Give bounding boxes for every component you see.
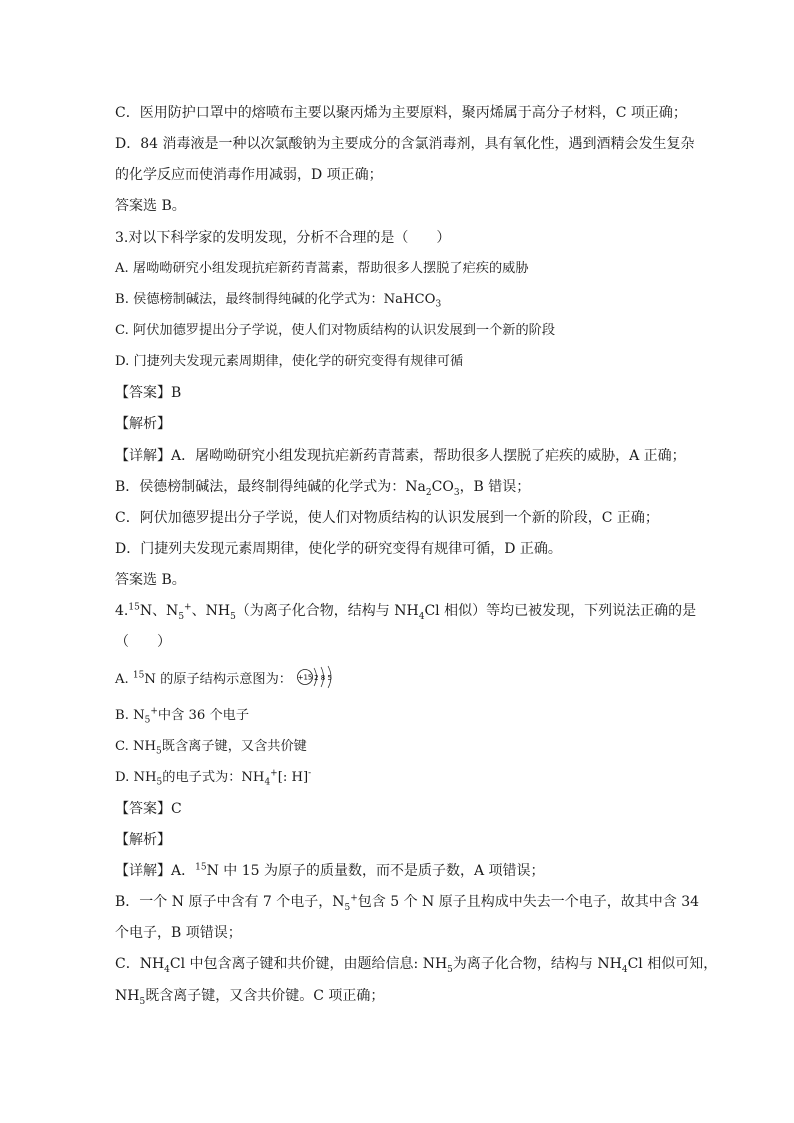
superscript: + bbox=[150, 706, 158, 717]
subscript: 5 bbox=[139, 996, 146, 1007]
text-line: 的化学反应而使消毒作用减弱，D 项正确； bbox=[115, 167, 383, 183]
analysis-label: 【解析】 bbox=[115, 416, 171, 432]
question-stem bbox=[115, 601, 696, 621]
stem-text: Cl 相似）等均已被发现，下列说法正确的是 bbox=[424, 603, 697, 619]
option-b bbox=[115, 706, 249, 726]
detail-text: 为离子化合物，结构与 NH bbox=[452, 956, 622, 972]
superscript: + bbox=[350, 893, 358, 904]
subscript: 5 bbox=[230, 611, 236, 622]
option-c: C. 阿伏加德罗提出分子学说，使人们对物质结构的认识发展到一个新的阶段 bbox=[115, 323, 556, 338]
option-d-text: D. NH bbox=[115, 770, 157, 785]
stem-text: （为离子化合物，结构与 NH bbox=[235, 603, 419, 619]
superscript: + bbox=[184, 602, 192, 613]
answer-key bbox=[115, 799, 182, 819]
atomic-structure-diagram bbox=[296, 662, 340, 692]
question-stem-continued: （ ） bbox=[115, 634, 171, 650]
detail-line bbox=[115, 892, 699, 912]
detail-line: 【详解】A．屠呦呦研究小组发现抗疟新药青蒿素，帮助很多人摆脱了疟疾的威胁，A 正确； bbox=[115, 448, 686, 464]
shell-electron-counts: 2 8 5 bbox=[314, 674, 332, 682]
option-c-text: C. NH bbox=[115, 739, 157, 754]
option-d-text: 的电子式为：NH bbox=[162, 770, 265, 785]
superscript: + bbox=[270, 768, 278, 779]
stem-text: 、NH bbox=[191, 603, 231, 619]
option-c bbox=[115, 737, 307, 757]
subscript: 3 bbox=[453, 487, 460, 498]
detail-line bbox=[115, 954, 717, 974]
superscript: - bbox=[308, 768, 312, 779]
option-a bbox=[115, 670, 292, 690]
subscript: 4 bbox=[621, 964, 628, 975]
answer-key-value: B bbox=[171, 385, 182, 401]
detail-line: D．门捷列夫发现元素周期律，使化学的研究变得有规律可循，D 正确。 bbox=[115, 541, 562, 557]
detail-text: 【详解】A． bbox=[115, 863, 196, 879]
detail-text: B．一个 N 原子中含有 7 个电子，N bbox=[115, 894, 345, 910]
option-a-text: A. bbox=[115, 672, 133, 687]
answer-key bbox=[115, 383, 181, 403]
detail-text: NH bbox=[115, 988, 140, 1004]
answer-key-label: 【答案】 bbox=[115, 801, 171, 817]
question-stem: 3.对以下科学家的发明发现，分析不合理的是（ ） bbox=[115, 230, 451, 246]
subscript: 5 bbox=[156, 746, 162, 757]
option-b bbox=[115, 290, 441, 310]
detail-line: C．阿伏加德罗提出分子学说，使人们对物质结构的认识发展到一个新的阶段，C 正确； bbox=[115, 510, 659, 526]
detail-line bbox=[115, 986, 384, 1006]
subscript: 5 bbox=[447, 964, 453, 975]
nucleus-charge: +15 bbox=[297, 673, 313, 682]
detail-text: N 中 15 为原子的质量数，而不是质子数，A 项错误； bbox=[206, 863, 545, 879]
text-line: C．医用防护口罩中的熔喷布主要以聚丙烯为主要原料，聚丙烯属于高分子材料，C 项正确； bbox=[115, 105, 687, 121]
detail-text: C．NH bbox=[115, 956, 165, 972]
option-b-text: 中含 36 个电子 bbox=[157, 708, 250, 723]
superscript: 15 bbox=[132, 670, 145, 681]
option-d-text: [: H] bbox=[277, 770, 309, 785]
detail-text: B．侯德榜制碱法，最终制得纯碱的化学式为：Na bbox=[115, 479, 426, 495]
answer-line: 答案选 B。 bbox=[115, 198, 186, 214]
subscript: 4 bbox=[264, 777, 271, 788]
option-b-text: B. 侯德榜制碱法，最终制得纯碱的化学式为：NaHCO bbox=[115, 292, 436, 307]
subscript: 5 bbox=[144, 715, 151, 726]
stem-text: 4. bbox=[115, 603, 129, 619]
option-a-text: N 的原子结构示意图为： bbox=[144, 672, 292, 687]
detail-text: 既含离子键，又含共价键。C 项正确； bbox=[145, 988, 385, 1004]
detail-line: 个电子，B 项错误； bbox=[115, 925, 242, 941]
subscript: 3 bbox=[435, 299, 442, 310]
detail-text: CO bbox=[431, 479, 454, 495]
analysis-label: 【解析】 bbox=[115, 832, 171, 848]
superscript: 15 bbox=[128, 602, 140, 613]
detail-text: 包含 5 个 N 原子且构成中失去一个电子，故其中含 34 bbox=[357, 894, 700, 910]
subscript: 2 bbox=[425, 487, 432, 498]
subscript: 5 bbox=[344, 902, 351, 913]
text-line: D．84 消毒液是一种以次氯酸钠为主要成分的含氯消毒剂，具有氧化性，遇到酒精会发生复杂 bbox=[115, 136, 695, 152]
answer-key-label: 【答案】 bbox=[115, 385, 171, 401]
option-d bbox=[115, 768, 311, 788]
subscript: 4 bbox=[418, 611, 425, 622]
detail-text: Cl 相似可知， bbox=[627, 956, 718, 972]
subscript: 5 bbox=[156, 777, 163, 788]
subscript: 5 bbox=[178, 611, 185, 622]
subscript: 4 bbox=[164, 964, 170, 975]
detail-text: Cl 中包含离子键和共价键，由题给信息: NH bbox=[169, 956, 448, 972]
detail-line bbox=[115, 477, 530, 497]
option-c-text: 既含离子键，又含共价键 bbox=[161, 739, 307, 754]
answer-line: 答案选 B。 bbox=[115, 572, 186, 588]
option-d: D. 门捷列夫发现元素周期律，使化学的研究变得有规律可循 bbox=[115, 354, 464, 369]
detail-line bbox=[115, 861, 545, 881]
option-a: A. 屠呦呦研究小组发现抗疟新药青蒿素，帮助很多人摆脱了疟疾的威胁 bbox=[115, 261, 529, 276]
detail-text: ，B 错误； bbox=[459, 479, 531, 495]
stem-text: N、N bbox=[139, 603, 179, 619]
answer-key-value: C bbox=[171, 801, 182, 817]
superscript: 15 bbox=[195, 862, 207, 873]
option-b-text: B. N bbox=[115, 708, 145, 723]
